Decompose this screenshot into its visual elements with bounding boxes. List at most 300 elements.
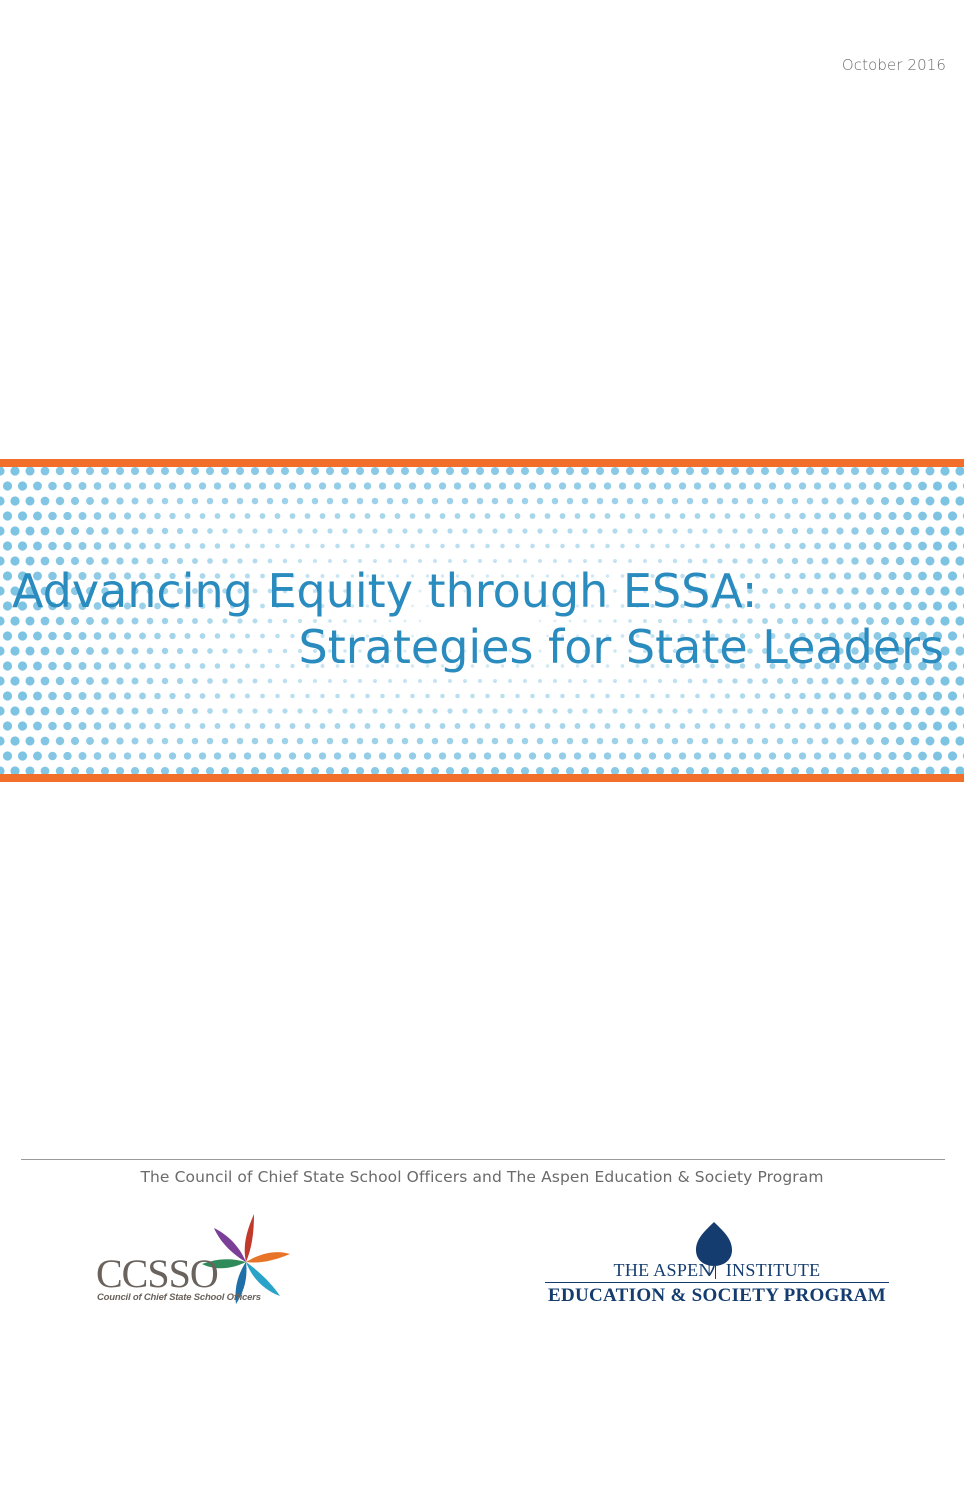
halftone-dot — [215, 663, 221, 669]
halftone-dot — [695, 694, 700, 699]
halftone-dot — [124, 692, 131, 699]
halftone-dot — [252, 708, 257, 713]
halftone-dot — [0, 496, 5, 505]
halftone-dot — [799, 543, 806, 550]
halftone-dot — [447, 498, 454, 505]
halftone-dot — [747, 738, 754, 745]
halftone-dot — [41, 767, 50, 774]
halftone-dot — [63, 632, 71, 640]
halftone-dot — [63, 542, 71, 550]
halftone-dot — [851, 707, 859, 715]
halftone-dot — [859, 692, 867, 700]
halftone-dot — [86, 647, 94, 655]
halftone-dot — [888, 692, 896, 700]
halftone-dot — [365, 513, 371, 519]
halftone-dot — [903, 692, 912, 701]
halftone-dot — [926, 677, 935, 686]
halftone-dot — [589, 752, 596, 759]
halftone-dot — [283, 649, 287, 653]
halftone-dot — [365, 544, 370, 549]
halftone-dot — [371, 467, 379, 475]
halftone-dot — [215, 723, 221, 729]
halftone-dot — [881, 587, 889, 595]
halftone-dot — [139, 513, 146, 520]
halftone-dot — [56, 617, 64, 625]
halftone-dot — [634, 752, 641, 759]
halftone-dot — [716, 467, 724, 475]
halftone-dot — [25, 706, 34, 715]
halftone-dot — [94, 752, 102, 760]
halftone-dot — [3, 511, 12, 520]
halftone-dot — [335, 544, 340, 549]
halftone-dot — [507, 528, 512, 533]
halftone-dot — [184, 482, 191, 489]
halftone-dot — [237, 678, 242, 683]
halftone-dot — [529, 482, 536, 489]
halftone-dot — [911, 767, 920, 774]
halftone-dot — [237, 618, 242, 623]
halftone-dot — [78, 512, 86, 520]
halftone-dot — [432, 708, 437, 713]
halftone-dot — [25, 646, 34, 655]
date-label: October 2016 — [841, 56, 946, 74]
halftone-dot — [222, 558, 227, 563]
halftone-dot — [71, 677, 79, 685]
halftone-dot — [829, 512, 836, 519]
halftone-dot — [237, 648, 242, 653]
halftone-dot — [18, 661, 27, 670]
halftone-dot — [33, 662, 42, 671]
halftone-dot — [948, 541, 957, 550]
halftone-dot — [926, 737, 935, 746]
halftone-dot — [574, 482, 581, 489]
halftone-dot — [881, 467, 889, 475]
halftone-dot — [289, 752, 296, 759]
halftone-dot — [395, 694, 400, 699]
halftone-dot — [124, 482, 131, 489]
halftone-dot — [658, 559, 662, 563]
halftone-dot — [3, 541, 12, 550]
halftone-dot — [761, 467, 769, 475]
aspen-name-left: THE ASPEN — [613, 1260, 712, 1280]
halftone-dot — [245, 663, 250, 668]
halftone-dot — [821, 467, 829, 475]
halftone-dot — [139, 723, 146, 730]
halftone-dot — [402, 528, 407, 533]
halftone-dot — [777, 678, 783, 684]
halftone-dot — [485, 513, 491, 519]
halftone-dot — [298, 679, 302, 683]
halftone-dot — [679, 752, 686, 759]
halftone-dot — [948, 751, 957, 760]
halftone-dot — [410, 513, 416, 519]
halftone-dot — [613, 679, 617, 683]
halftone-dot — [3, 601, 12, 610]
halftone-dot — [3, 481, 12, 490]
halftone-dot — [71, 737, 79, 745]
halftone-dot — [702, 708, 707, 713]
halftone-dot — [918, 572, 927, 581]
halftone-dot — [3, 631, 12, 640]
halftone-dot — [56, 497, 64, 505]
halftone-dot — [290, 513, 296, 519]
halftone-dot — [124, 542, 131, 549]
halftone-dot — [559, 752, 566, 759]
halftone-dot — [807, 528, 814, 535]
halftone-dot — [439, 482, 446, 489]
halftone-dot — [694, 482, 701, 489]
halftone-dot — [769, 482, 776, 489]
halftone-dot — [687, 708, 692, 713]
halftone-dot — [686, 767, 694, 774]
halftone-dot — [207, 528, 213, 534]
halftone-dot — [844, 512, 851, 519]
halftone-dot — [851, 497, 859, 505]
halftone-dot — [222, 708, 227, 713]
halftone-dot — [462, 528, 467, 533]
halftone-dot — [641, 467, 649, 475]
halftone-dot — [18, 481, 27, 490]
halftone-dot — [184, 723, 190, 729]
halftone-dot — [236, 767, 244, 774]
halftone-dot — [807, 498, 814, 505]
halftone-dot — [642, 738, 649, 745]
halftone-dot — [626, 467, 634, 475]
halftone-dot — [162, 528, 168, 534]
halftone-dot — [664, 752, 671, 759]
halftone-dot — [215, 513, 221, 519]
halftone-dot — [358, 559, 362, 563]
halftone-dot — [328, 679, 332, 683]
halftone-dot — [48, 512, 57, 521]
halftone-dot — [851, 527, 859, 535]
halftone-dot — [874, 572, 882, 580]
halftone-dot — [200, 663, 206, 669]
halftone-dot — [177, 738, 184, 745]
halftone-dot — [454, 752, 461, 759]
halftone-dot — [71, 527, 79, 535]
halftone-dot — [230, 513, 236, 519]
halftone-dot — [522, 528, 527, 533]
halftone-dot — [356, 767, 364, 774]
halftone-dot — [612, 498, 619, 505]
halftone-dot — [859, 482, 867, 490]
halftone-dot — [289, 482, 296, 489]
halftone-dot — [109, 632, 116, 639]
halftone-dot — [230, 633, 235, 638]
halftone-dot — [266, 467, 274, 475]
halftone-dot — [10, 646, 19, 655]
halftone-dot — [124, 632, 131, 639]
halftone-dot — [162, 618, 168, 624]
halftone-dot — [48, 692, 57, 701]
halftone-dot — [222, 678, 227, 683]
halftone-dot — [245, 693, 250, 698]
halftone-dot — [874, 542, 882, 550]
halftone-dot — [296, 467, 304, 475]
halftone-dot — [319, 752, 326, 759]
halftone-dot — [537, 738, 544, 745]
halftone-dot — [154, 543, 161, 550]
halftone-dot — [814, 723, 821, 730]
halftone-dot — [259, 482, 266, 489]
halftone-dot — [0, 556, 5, 565]
halftone-dot — [109, 542, 116, 549]
halftone-dot — [851, 737, 859, 745]
halftone-dot — [18, 721, 27, 730]
halftone-dot — [131, 647, 138, 654]
halftone-dot — [552, 738, 559, 745]
halftone-dot — [784, 723, 790, 729]
halftone-dot — [244, 482, 251, 489]
halftone-dot — [162, 648, 168, 654]
halftone-dot — [184, 633, 190, 639]
halftone-dot — [386, 767, 394, 774]
halftone-dot — [237, 558, 242, 563]
halftone-dot — [926, 467, 935, 475]
halftone-dot — [553, 679, 557, 683]
halftone-dot — [462, 738, 469, 745]
halftone-dot — [627, 738, 634, 745]
halftone-dot — [710, 544, 715, 549]
halftone-dot — [671, 767, 679, 774]
halftone-dot — [268, 559, 273, 564]
halftone-dot — [454, 482, 461, 489]
halftone-dot — [866, 467, 874, 475]
halftone-dot — [259, 752, 266, 759]
halftone-dot — [918, 482, 927, 491]
halftone-dot — [881, 557, 889, 565]
halftone-dot — [372, 708, 377, 713]
halftone-dot — [888, 722, 896, 730]
halftone-dot — [312, 498, 319, 505]
halftone-dot — [131, 527, 138, 534]
halftone-dot — [881, 707, 889, 715]
halftone-dot — [455, 513, 461, 519]
halftone-dot — [844, 692, 851, 699]
halftone-dot — [335, 513, 341, 519]
halftone-dot — [784, 693, 790, 699]
halftone-dot — [3, 721, 12, 730]
halftone-dot — [762, 558, 768, 564]
halftone-dot — [342, 528, 347, 533]
halftone-dot — [395, 723, 401, 729]
halftone-dot — [191, 767, 199, 774]
halftone-dot — [903, 512, 912, 521]
halftone-dot — [10, 706, 19, 715]
halftone-dot — [582, 738, 589, 745]
halftone-dot — [116, 707, 123, 714]
halftone-dot — [836, 677, 843, 684]
halftone-dot — [567, 498, 574, 505]
halftone-dot — [642, 498, 649, 505]
halftone-dot — [275, 634, 280, 639]
halftone-dot — [686, 467, 694, 475]
halftone-dot — [230, 543, 235, 548]
halftone-dot — [78, 752, 86, 760]
halftone-dot — [267, 528, 272, 533]
halftone-dot — [955, 467, 964, 476]
halftone-dot — [792, 528, 798, 534]
halftone-dot — [903, 752, 912, 761]
halftone-dot — [146, 467, 154, 475]
halftone-dot — [940, 736, 949, 745]
halftone-dot — [387, 528, 392, 533]
halftone-dot — [940, 586, 949, 595]
halftone-dot — [313, 559, 317, 563]
halftone-dot — [650, 513, 656, 519]
halftone-dot — [425, 513, 431, 519]
halftone-dot — [888, 602, 896, 610]
halftone-dot — [328, 559, 332, 563]
halftone-dot — [507, 738, 514, 745]
halftone-dot — [94, 692, 102, 700]
halftone-dot — [680, 723, 686, 729]
halftone-dot — [311, 467, 319, 475]
halftone-dot — [358, 679, 362, 683]
halftone-dot — [799, 482, 806, 489]
halftone-dot — [56, 467, 64, 475]
halftone-dot — [477, 498, 484, 505]
halftone-dot — [275, 723, 281, 729]
halftone-dot — [365, 694, 370, 699]
halftone-dot — [597, 708, 602, 713]
halftone-dot — [799, 603, 806, 610]
halftone-dot — [866, 557, 874, 565]
halftone-dot — [147, 678, 154, 685]
halftone-dot — [641, 767, 649, 774]
halftone-dot — [267, 708, 272, 713]
halftone-dot — [536, 467, 544, 475]
halftone-dot — [327, 528, 332, 533]
halftone-dot — [806, 767, 814, 774]
halftone-dot — [364, 482, 371, 489]
halftone-dot — [582, 498, 589, 505]
halftone-dot — [725, 513, 731, 519]
halftone-dot — [515, 544, 520, 549]
halftone-dot — [933, 571, 942, 580]
halftone-dot — [560, 694, 565, 699]
halftone-dot — [477, 708, 482, 713]
halftone-dot — [948, 481, 957, 490]
halftone-dot — [844, 602, 851, 609]
halftone-dot — [33, 512, 42, 521]
halftone-dot — [0, 736, 5, 745]
halftone-dot — [829, 602, 836, 609]
halftone-dot — [394, 752, 401, 759]
halftone-dot — [206, 767, 214, 774]
halftone-dot — [109, 722, 116, 729]
halftone-dot — [911, 497, 920, 506]
halftone-dot — [447, 528, 452, 533]
halftone-dot — [583, 679, 587, 683]
halftone-dot — [500, 513, 506, 519]
halftone-dot — [888, 542, 896, 550]
halftone-dot — [477, 738, 484, 745]
halftone-dot — [522, 738, 529, 745]
halftone-dot — [506, 767, 514, 774]
halftone-dot — [762, 678, 768, 684]
halftone-dot — [769, 752, 776, 759]
halftone-dot — [200, 543, 206, 549]
halftone-dot — [559, 482, 566, 489]
halftone-dot — [740, 513, 746, 519]
halftone-dot — [446, 467, 454, 475]
halftone-dot — [679, 482, 686, 489]
halftone-dot — [799, 752, 806, 759]
halftone-dot — [695, 544, 700, 549]
halftone-dot — [874, 512, 882, 520]
halftone-dot — [673, 679, 677, 683]
halftone-dot — [814, 693, 821, 700]
halftone-dot — [417, 528, 422, 533]
halftone-dot — [0, 526, 5, 535]
halftone-dot — [545, 544, 550, 549]
halftone-dot — [461, 467, 469, 475]
halftone-dot — [777, 708, 783, 714]
halftone-dot — [881, 527, 889, 535]
halftone-dot — [731, 467, 739, 475]
halftone-dot — [545, 513, 551, 519]
halftone-dot — [568, 559, 572, 563]
halftone-dot — [903, 602, 912, 611]
halftone-dot — [755, 693, 761, 699]
halftone-dot — [507, 708, 512, 713]
halftone-dot — [948, 721, 957, 730]
halftone-dot — [807, 558, 814, 565]
halftone-dot — [335, 723, 341, 729]
halftone-dot — [903, 542, 912, 551]
halftone-dot — [792, 498, 799, 505]
halftone-dot — [326, 467, 334, 475]
halftone-dot — [926, 557, 935, 566]
halftone-dot — [169, 543, 175, 549]
halftone-dot — [304, 752, 311, 759]
halftone-dot — [431, 467, 439, 475]
halftone-dot — [515, 723, 521, 729]
banner-top-bar — [0, 459, 964, 467]
halftone-dot — [424, 482, 431, 489]
halftone-dot — [268, 619, 273, 624]
halftone-dot — [597, 498, 604, 505]
halftone-dot — [432, 738, 439, 745]
halftone-dot — [425, 544, 430, 549]
halftone-dot — [25, 736, 34, 745]
halftone-dot — [139, 482, 146, 489]
halftone-dot — [896, 587, 904, 595]
halftone-dot — [131, 467, 139, 475]
halftone-dot — [536, 767, 544, 774]
halftone-dot — [620, 723, 626, 729]
halftone-dot — [770, 573, 776, 579]
halftone-dot — [109, 692, 116, 699]
halftone-dot — [933, 691, 942, 700]
halftone-dot — [0, 676, 5, 685]
halftone-dot — [177, 708, 183, 714]
halftone-dot — [732, 738, 739, 745]
halftone-dot — [177, 618, 183, 624]
halftone-dot — [78, 632, 86, 640]
halftone-dot — [274, 752, 281, 759]
halftone-dot — [874, 482, 882, 490]
halftone-dot — [41, 527, 50, 536]
halftone-dot — [596, 467, 604, 475]
halftone-dot — [717, 498, 724, 505]
halftone-dot — [86, 467, 94, 475]
halftone-dot — [410, 694, 415, 699]
halftone-dot — [200, 693, 206, 699]
halftone-dot — [552, 528, 557, 533]
